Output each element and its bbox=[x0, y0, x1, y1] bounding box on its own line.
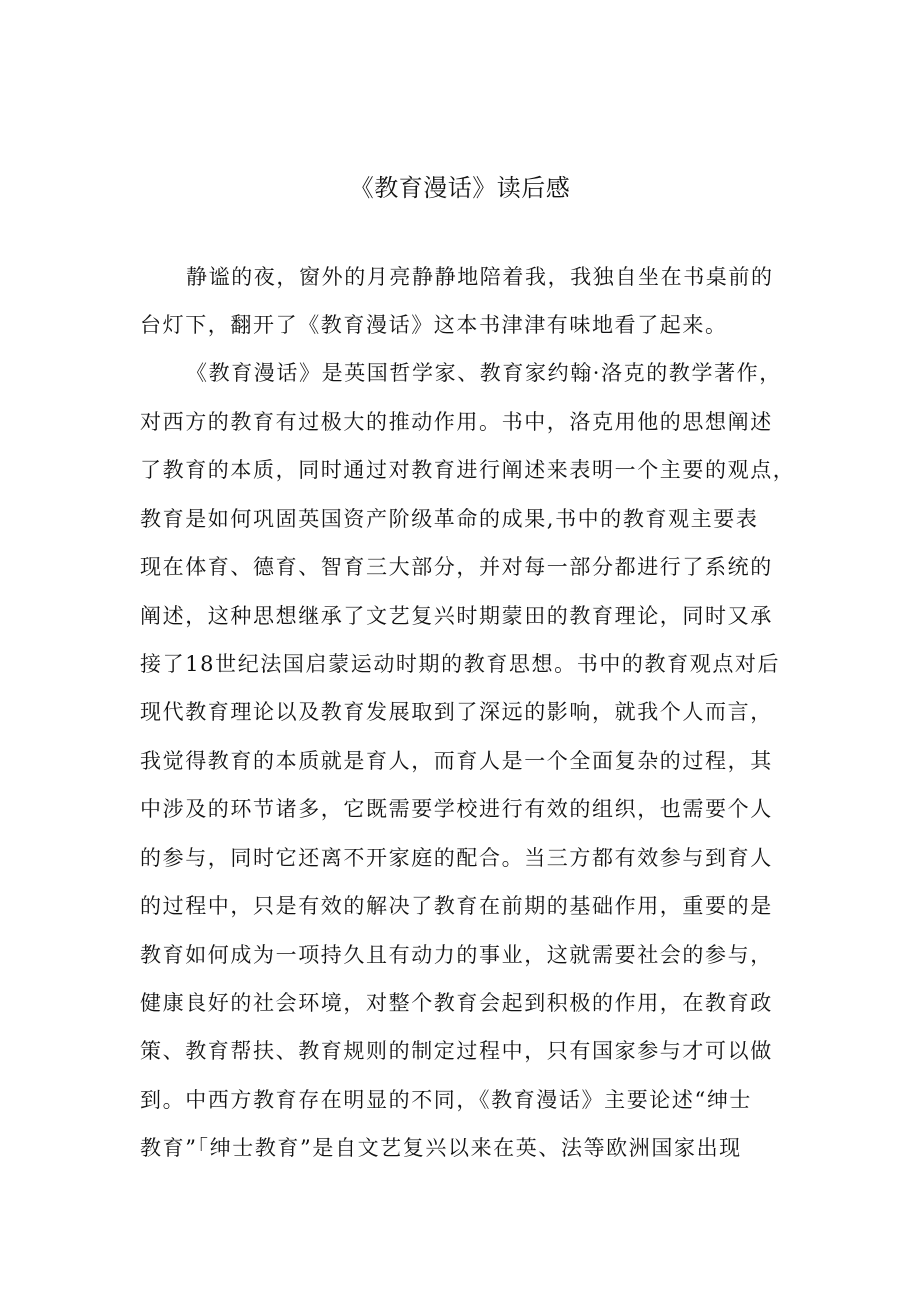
text-line: 现在体育、德育、智育三大部分，并对每一部分都进行了系统的 bbox=[140, 555, 773, 579]
text-line: 台灯下，翻开了《教育漫话》这本书津津有味地看了起来。 bbox=[140, 313, 728, 337]
text-line: 接了18世纪法国启蒙运动时期的教育思想。书中的教育观点对后 bbox=[140, 652, 781, 676]
text-line: 了教育的本质，同时通过对教育进行阐述来表明一个主要的观点， bbox=[140, 458, 796, 482]
document-title: 《教育漫话》读后感 bbox=[349, 174, 571, 202]
text-line: 教育如何成为一项持久且有动力的事业，这就需要社会的参与， bbox=[140, 943, 773, 967]
text-line: 《教育漫话》是英国哲学家、教育家约翰·洛克的教学著作， bbox=[186, 361, 782, 385]
text-line: 教育是如何巩固英国资产阶级革命的成果,书中的教育观主要表 bbox=[140, 507, 759, 531]
text-line: 教育”「绅士教育”是自文艺复兴以来在英、法等欧洲国家出现 bbox=[140, 1136, 742, 1160]
text-line: 健康良好的社会环境，对整个教育会起到积极的作用，在教育政 bbox=[140, 991, 773, 1015]
text-line: 的参与，同时它还离不开家庭的配合。当三方都有效参与到育人 bbox=[140, 846, 773, 870]
text-line: 对西方的教育有过极大的推动作用。书中，洛克用他的思想阐述 bbox=[140, 410, 773, 434]
text-line: 阐述，这种思想继承了文艺复兴时期蒙田的教育理论，同时又承 bbox=[140, 604, 773, 628]
text-line: 到。中西方教育存在明显的不同，《教育漫话》主要论述“绅士 bbox=[140, 1088, 753, 1112]
text-line: 中涉及的环节诸多，它既需要学校进行有效的组织，也需要个人 bbox=[140, 797, 773, 821]
text-line: 的过程中，只是有效的解决了教育在前期的基础作用，重要的是 bbox=[140, 894, 773, 918]
text-line: 策、教育帮扶、教育规则的制定过程中，只有国家参与才可以做 bbox=[140, 1039, 773, 1063]
text-line: 现代教育理论以及教育发展取到了深远的影响，就我个人而言， bbox=[140, 700, 773, 724]
text-line: 我觉得教育的本质就是育人，而育人是一个全面复杂的过程，其 bbox=[140, 749, 773, 773]
text-line: 静谧的夜，窗外的月亮静静地陪着我，我独自坐在书桌前的 bbox=[186, 265, 774, 289]
